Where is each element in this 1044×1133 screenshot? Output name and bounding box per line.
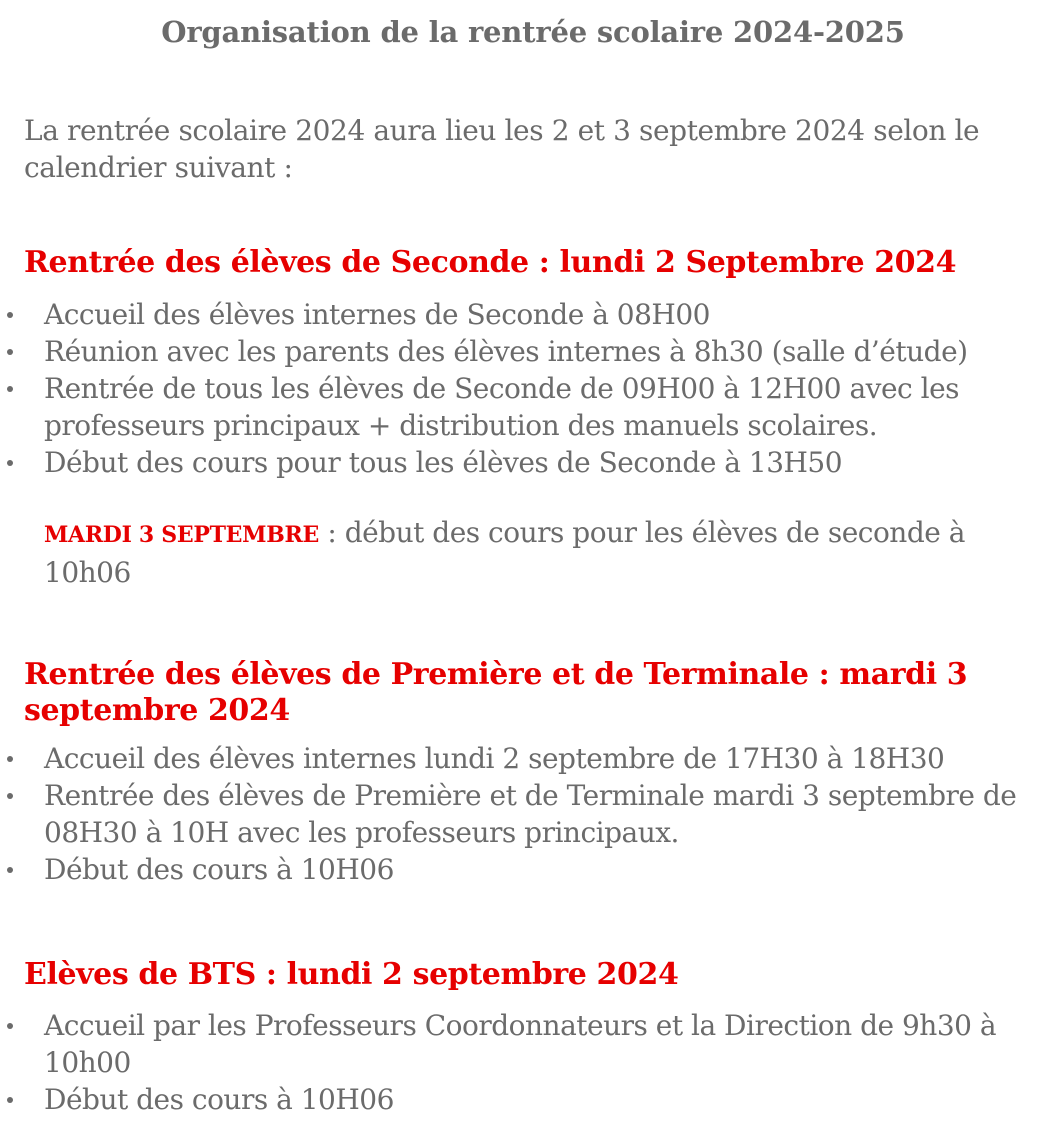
list-item-text: Rentrée des élèves de Première et de Terminale mardi 3 septembre de 08H30 à 10H avec les professeurs principaux.: [44, 779, 1017, 849]
page-title: Organisation de la rentrée scolaire 2024-2025: [161, 15, 905, 49]
note-text: : début des cours pour les élèves de seconde à 10h06: [44, 516, 965, 589]
list-item-text: Début des cours pour tous les élèves de Seconde à 13H50: [44, 446, 843, 479]
bullet-icon: [7, 756, 13, 762]
bullet-icon: [7, 1097, 13, 1103]
bullet-icon: [7, 793, 13, 799]
bullet-icon: [7, 312, 13, 318]
list-item-text: Réunion avec les parents des élèves internes à 8h30 (salle d’étude): [44, 335, 968, 368]
bullet-icon: [7, 1023, 13, 1029]
section-heading-bts: Elèves de BTS : lundi 2 septembre 2024: [24, 957, 679, 992]
list-bts: [0, 1007, 1044, 1118]
list-seconde: [0, 296, 1044, 481]
list-item: [0, 333, 1044, 370]
bullet-icon: [7, 867, 13, 873]
list-item: [0, 1007, 1044, 1081]
note-mardi-3-septembre: [44, 514, 1034, 591]
intro-paragraph: La rentrée scolaire 2024 aura lieu les 2 et 3 septembre 2024 selon le calendrier suivant :: [24, 114, 980, 184]
list-item-text: Début des cours à 10H06: [44, 1083, 394, 1116]
list-item-text: Accueil par les Professeurs Coordonnateurs et la Direction de 9h30 à 10h00: [44, 1009, 997, 1079]
list-item: [0, 444, 1044, 481]
bullet-icon: [7, 386, 13, 392]
list-item: [0, 851, 1044, 888]
list-item: [0, 296, 1044, 333]
list-item: [0, 777, 1044, 851]
note-label: MARDI 3 SEPTEMBRE: [44, 522, 319, 548]
bullet-icon: [7, 349, 13, 355]
list-item: [0, 370, 1044, 444]
list-item-text: Début des cours à 10H06: [44, 853, 394, 886]
list-item-text: Accueil des élèves internes de Seconde à 08H00: [44, 298, 710, 331]
list-premiere-terminale: [0, 740, 1044, 888]
list-item-text: Rentrée de tous les élèves de Seconde de 09H00 à 12H00 avec les professeurs principaux + distribution des manuels scolaires.: [44, 372, 960, 442]
section-heading-seconde: Rentrée des élèves de Seconde : lundi 2 Septembre 2024: [24, 245, 957, 280]
list-item: [0, 740, 1044, 777]
bullet-icon: [7, 460, 13, 466]
list-item-text: Accueil des élèves internes lundi 2 septembre de 17H30 à 18H30: [44, 742, 945, 775]
list-item: [0, 1081, 1044, 1118]
section-heading-premiere-terminale: Rentrée des élèves de Première et de Terminale : mardi 3 septembre 2024: [24, 657, 968, 728]
